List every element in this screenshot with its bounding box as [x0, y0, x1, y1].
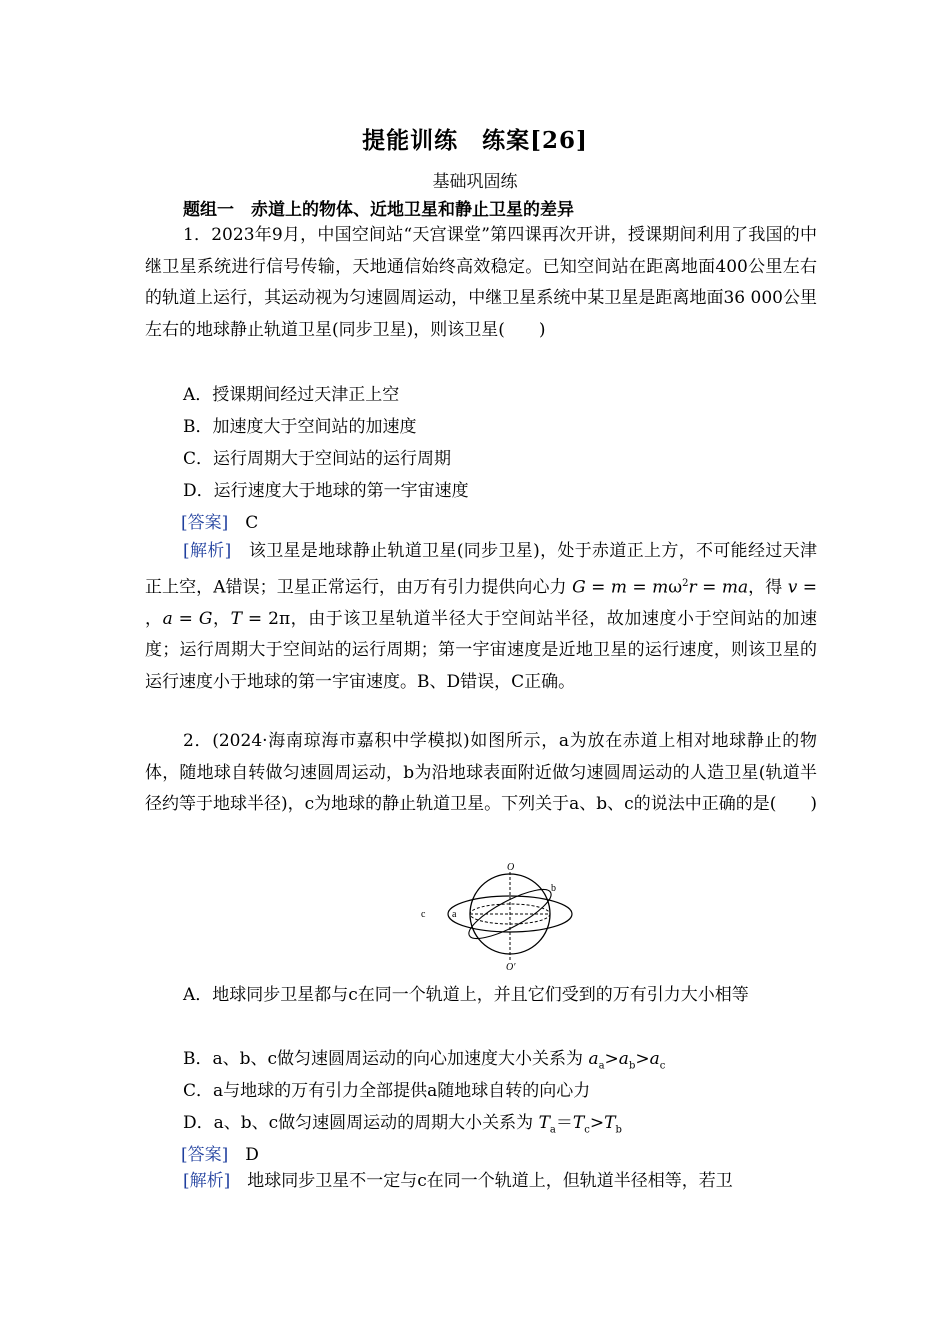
- q2-answer: [181, 1140, 259, 1165]
- page-title: 提能训练 练案[26]: [362, 127, 588, 154]
- analysis-tag: [解析]: [183, 541, 232, 561]
- label-a: a: [452, 909, 457, 920]
- q2-option-c: C．a与地球的万有引力全部提供a随地球自转的向心力: [183, 1081, 591, 1101]
- q2-option-b: B．a、b、c做匀速圆周运动的向心加速度大小关系为 $a_a>a_b>a_c$: [183, 1049, 666, 1072]
- label-c: c: [421, 909, 426, 920]
- label-b: b: [551, 883, 556, 894]
- analysis-text-1: 地球同步卫星不一定与c在同一个轨道上，但轨道半径相等，若卫: [247, 1171, 733, 1191]
- analysis-text-2: 由于该卫星轨道半径大于空间站半径，故加速度小于空间站的加速度；运行周期大于空间站的运行周期；第一宇宙速度是近地卫星的运行速度，则该卫星的运行速度小于地球的第一宇宙速度。B、D错误，C正确。: [145, 608, 817, 692]
- label-o-bottom: O′: [506, 962, 516, 973]
- q2-option-a: A．地球同步卫星都与c在同一个轨道上，并且它们受到的万有引力大小相等: [183, 985, 749, 1005]
- orbit-figure: [415, 858, 575, 976]
- q1-option-a: A．授课期间经过天津正上空: [183, 385, 400, 405]
- label-o-top: O: [507, 862, 515, 873]
- analysis-text-1: 该卫星是地球静止轨道卫星(同步卫星)，处于赤道正上方，不可能经过天津正上空，A错误；卫星正常运行，由万有引力提供向心力: [145, 541, 817, 598]
- analysis-tag: [解析]: [183, 1171, 231, 1191]
- answer-value: C: [245, 513, 259, 533]
- q2-analysis: [145, 1166, 817, 1198]
- q2-option-d-text: D．a、b、c做匀速圆周运动的周期大小关系为: [183, 1113, 534, 1133]
- answer-tag: [答案]: [181, 1145, 229, 1165]
- answer-tag: [答案]: [181, 513, 229, 533]
- q1-option-c: C．运行周期大于空间站的运行周期: [183, 449, 452, 469]
- group-title: 题组一 赤道上的物体、近地卫星和静止卫星的差异: [183, 200, 574, 220]
- q2-option-b-text: B．a、b、c做匀速圆周运动的向心加速度大小关系为: [183, 1049, 584, 1069]
- q1-option-d: D．运行速度大于地球的第一宇宙速度: [183, 481, 469, 501]
- q1-analysis: [解析] 该卫星是地球静止轨道卫星(同步卫星)，处于赤道正上方，不可能经过天津正上空，A错误；卫星正常运行，由万有引力提供向心力 $G = m = m\omega^2r$ = ma，得 v = ，a = G，T = 2π，由于该卫星轨道半径大于空间站半径，故加速度小于空间站的加速度；运行周期大于空间站的运行周期；第一宇宙速度是近地卫星的运行速度，则该卫星的运行速度小于地球的第一宇宙速度。B、D错误，C正确。: [145, 541, 818, 692]
- q1-stem: 1．2023年9月，中国空间站“天宫课堂”第四课再次开讲，授课期间利用了我国的中继卫星系统进行信号传输，天地通信始终高效稳定。已知空间站在距离地面400公里左右的轨道上运行，其运动视为匀速圆周运动，中继卫星系统中某卫星是距离地面36 000公里左右的地球静止轨道卫星(同步卫星)，则该卫星( ): [145, 225, 817, 340]
- q1-option-b: B．加速度大于空间站的加速度: [183, 417, 417, 437]
- q2-stem: 2．(2024·海南琼海市嘉积中学模拟)如图所示，a为放在赤道上相对地球静止的物体，随地球自转做匀速圆周运动，b为沿地球表面附近做匀速圆周运动的人造卫星(轨道半径约等于地球半径)，c为地球的静止轨道卫星。下列关于a、b、c的说法中正确的是( ): [145, 731, 817, 814]
- q1-answer: [181, 508, 258, 533]
- section-subtitle: 基础巩固练: [432, 172, 518, 192]
- q2-option-d: D．a、b、c做匀速圆周运动的周期大小关系为 $T_a=T_c>T_b$: [183, 1113, 622, 1136]
- answer-value: D: [245, 1145, 259, 1165]
